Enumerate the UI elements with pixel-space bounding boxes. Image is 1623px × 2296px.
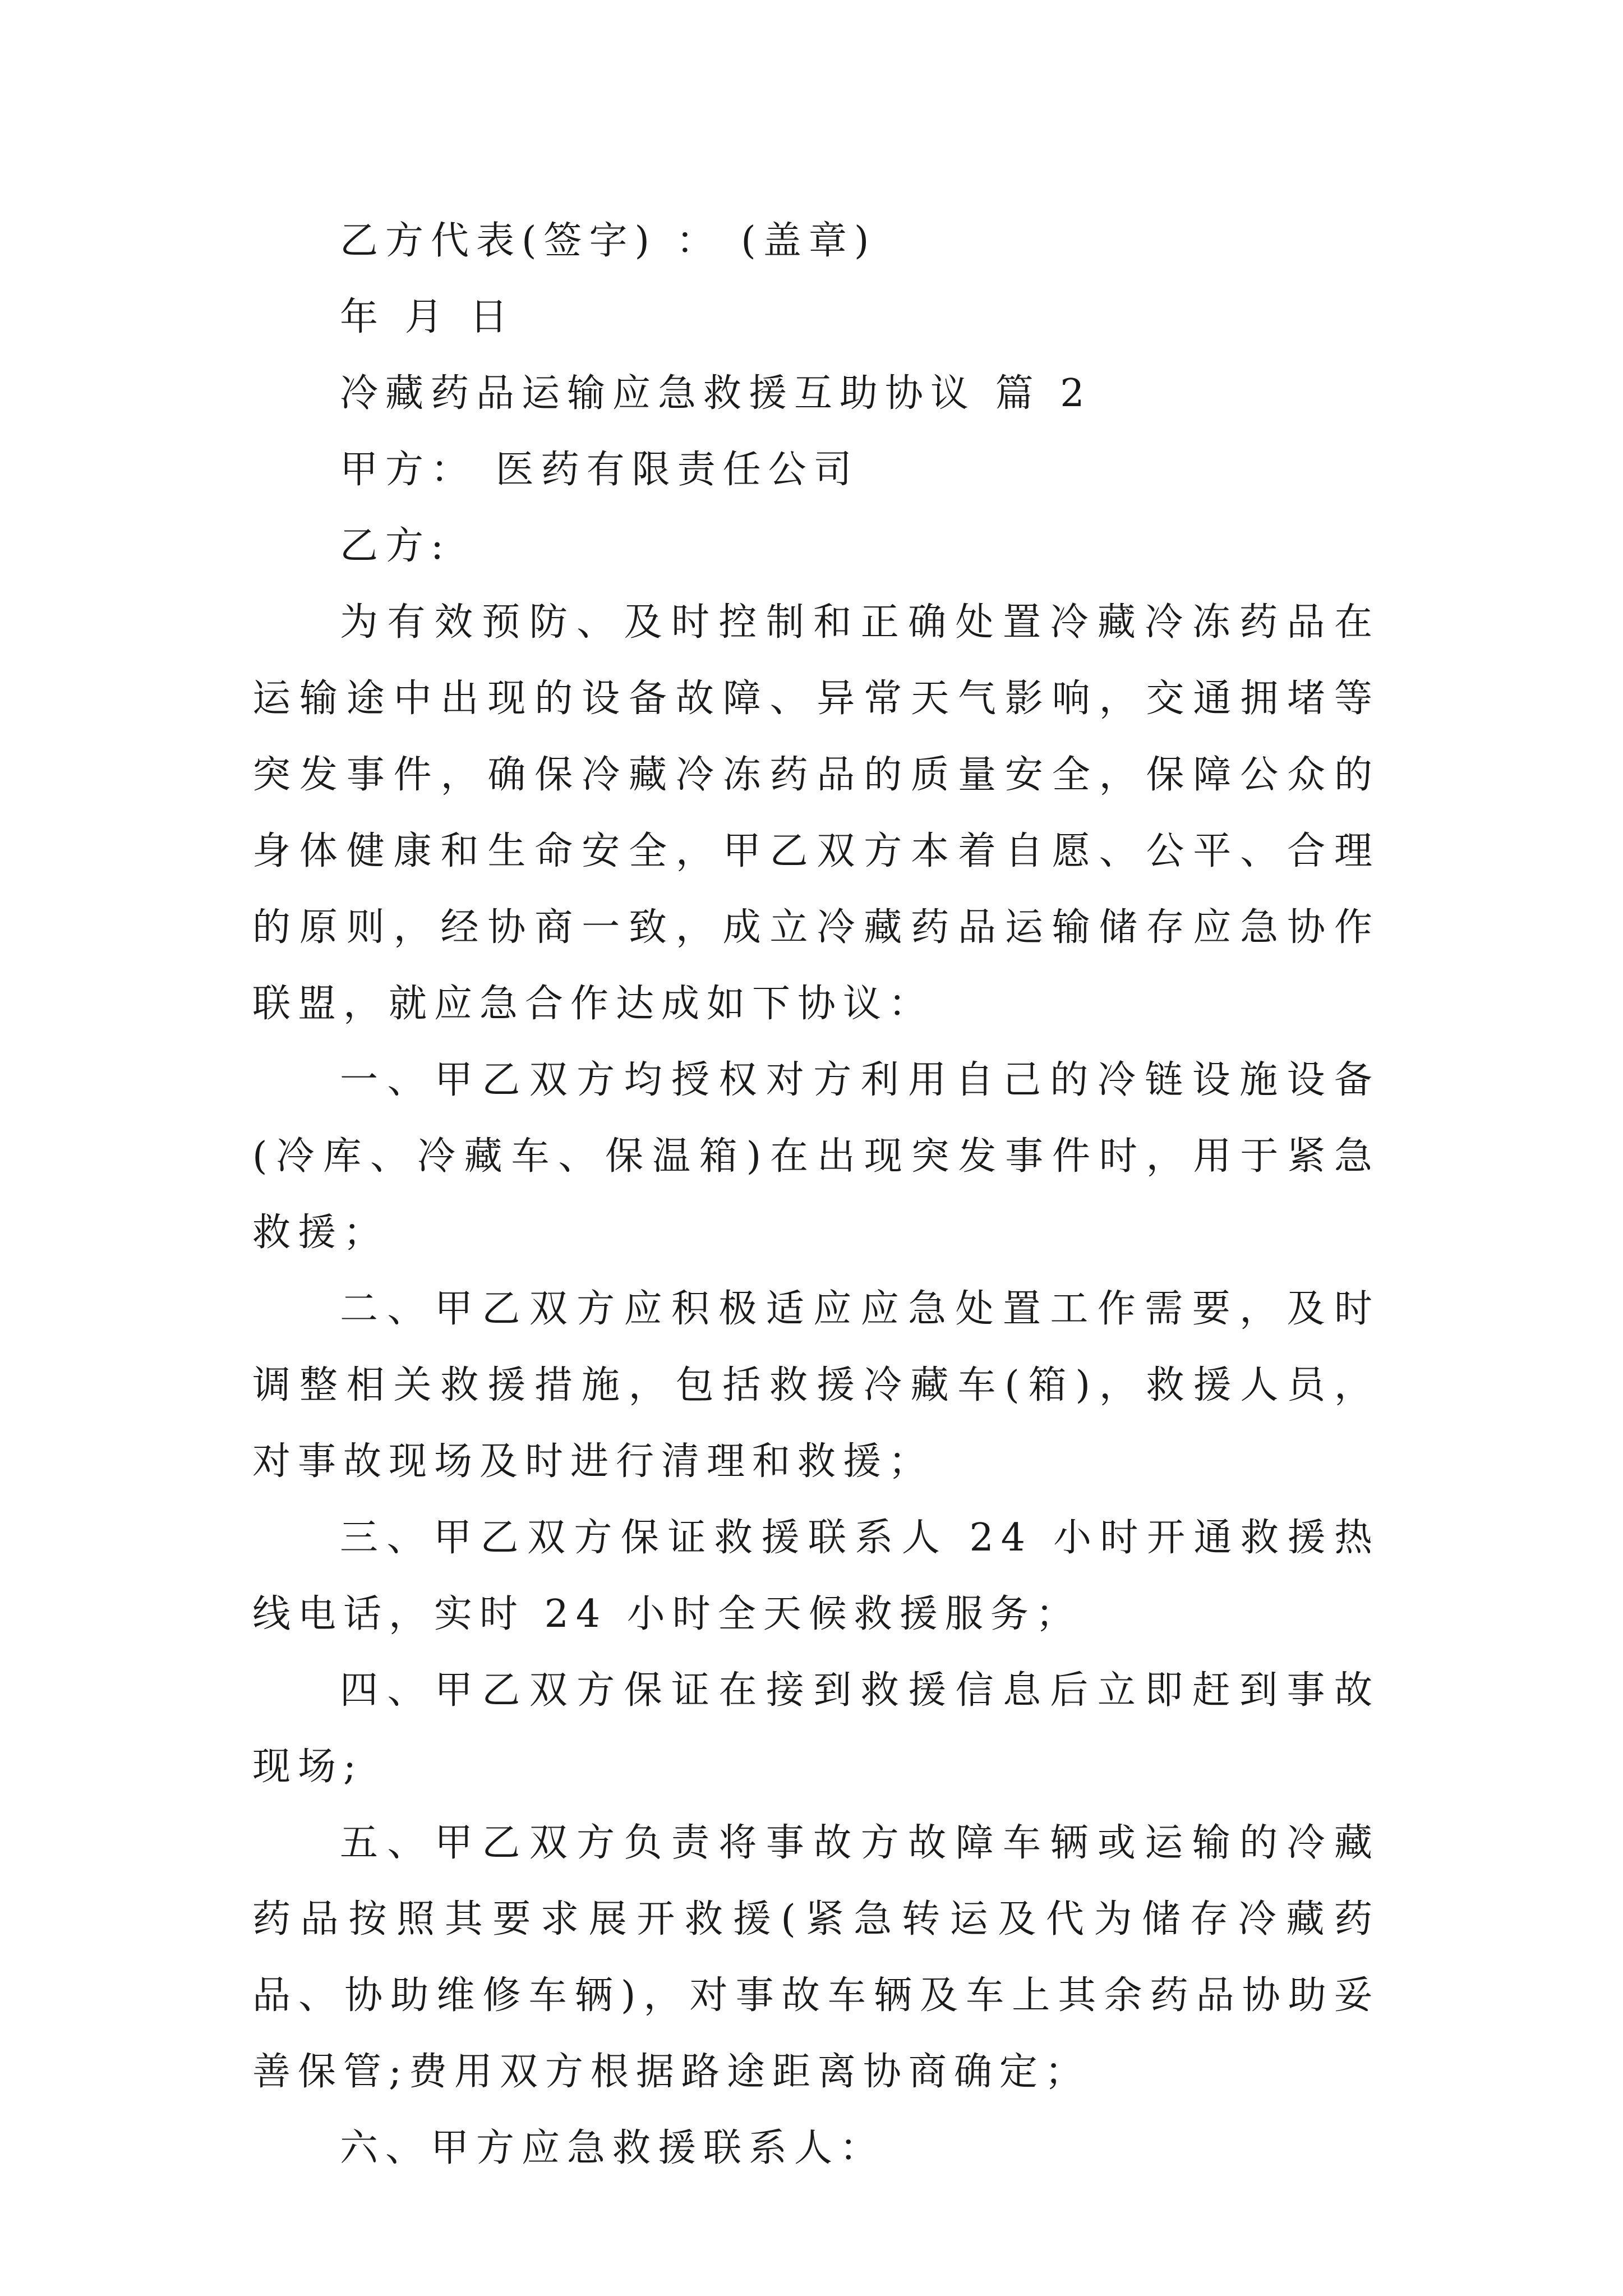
party-a-line: 甲方： 医药有限责任公司 xyxy=(340,448,859,492)
clause-3: 三、甲乙双方保证救援联系人 24 小时开通救援热线电话，实时 24 小时全天候救援服务； xyxy=(252,1516,1380,1636)
clause-5: 五、甲乙双方负责将事故方故障车辆或运输的冷藏药品按照其要求展开救援(紧急转运及代为储存冷藏药品、协助维修车辆)，对事故车辆及车上其余药品协助妥善保管;费用双方根据路途距离协商确定； xyxy=(252,1821,1380,2094)
clause-6: 六、甲方应急救援联系人： xyxy=(340,2126,886,2170)
party-b-line: 乙方: xyxy=(340,524,451,568)
clause-4: 四、甲乙双方保证在接到救援信息后立即赶到事故现场; xyxy=(252,1668,1380,1789)
signature-line: 乙方代表(签字) ： (盖章) xyxy=(340,219,877,263)
preamble-paragraph: 为有效预防、及时控制和正确处置冷藏冷冻药品在运输途中出现的设备故障、异常天气影响，交通拥堵等突发事件，确保冷藏冷冻药品的质量安全，保障公众的身体健康和生命安全，甲乙双方本着自愿、公平、合理的原则，经协商一致，成立冷藏药品运输储存应急协作联盟，就应急合作达成如下协议： xyxy=(252,600,1380,1026)
clause-2: 二、甲乙双方应积极适应应急处置工作需要，及时调整相关救援措施，包括救援冷藏车(箱)，救援人员，对事故现场及时进行清理和救援； xyxy=(252,1287,1380,1484)
clause-1: 一、甲乙双方均授权对方利用自己的冷链设施设备(冷库、冷藏车、保温箱)在出现突发事件时，用于紧急救援； xyxy=(252,1058,1380,1255)
document-page xyxy=(252,203,1380,2187)
agreement-heading: 冷藏药品运输应急救援互助协议 篇 2 xyxy=(340,371,1092,416)
date-line: 年 月 日 xyxy=(340,295,515,339)
